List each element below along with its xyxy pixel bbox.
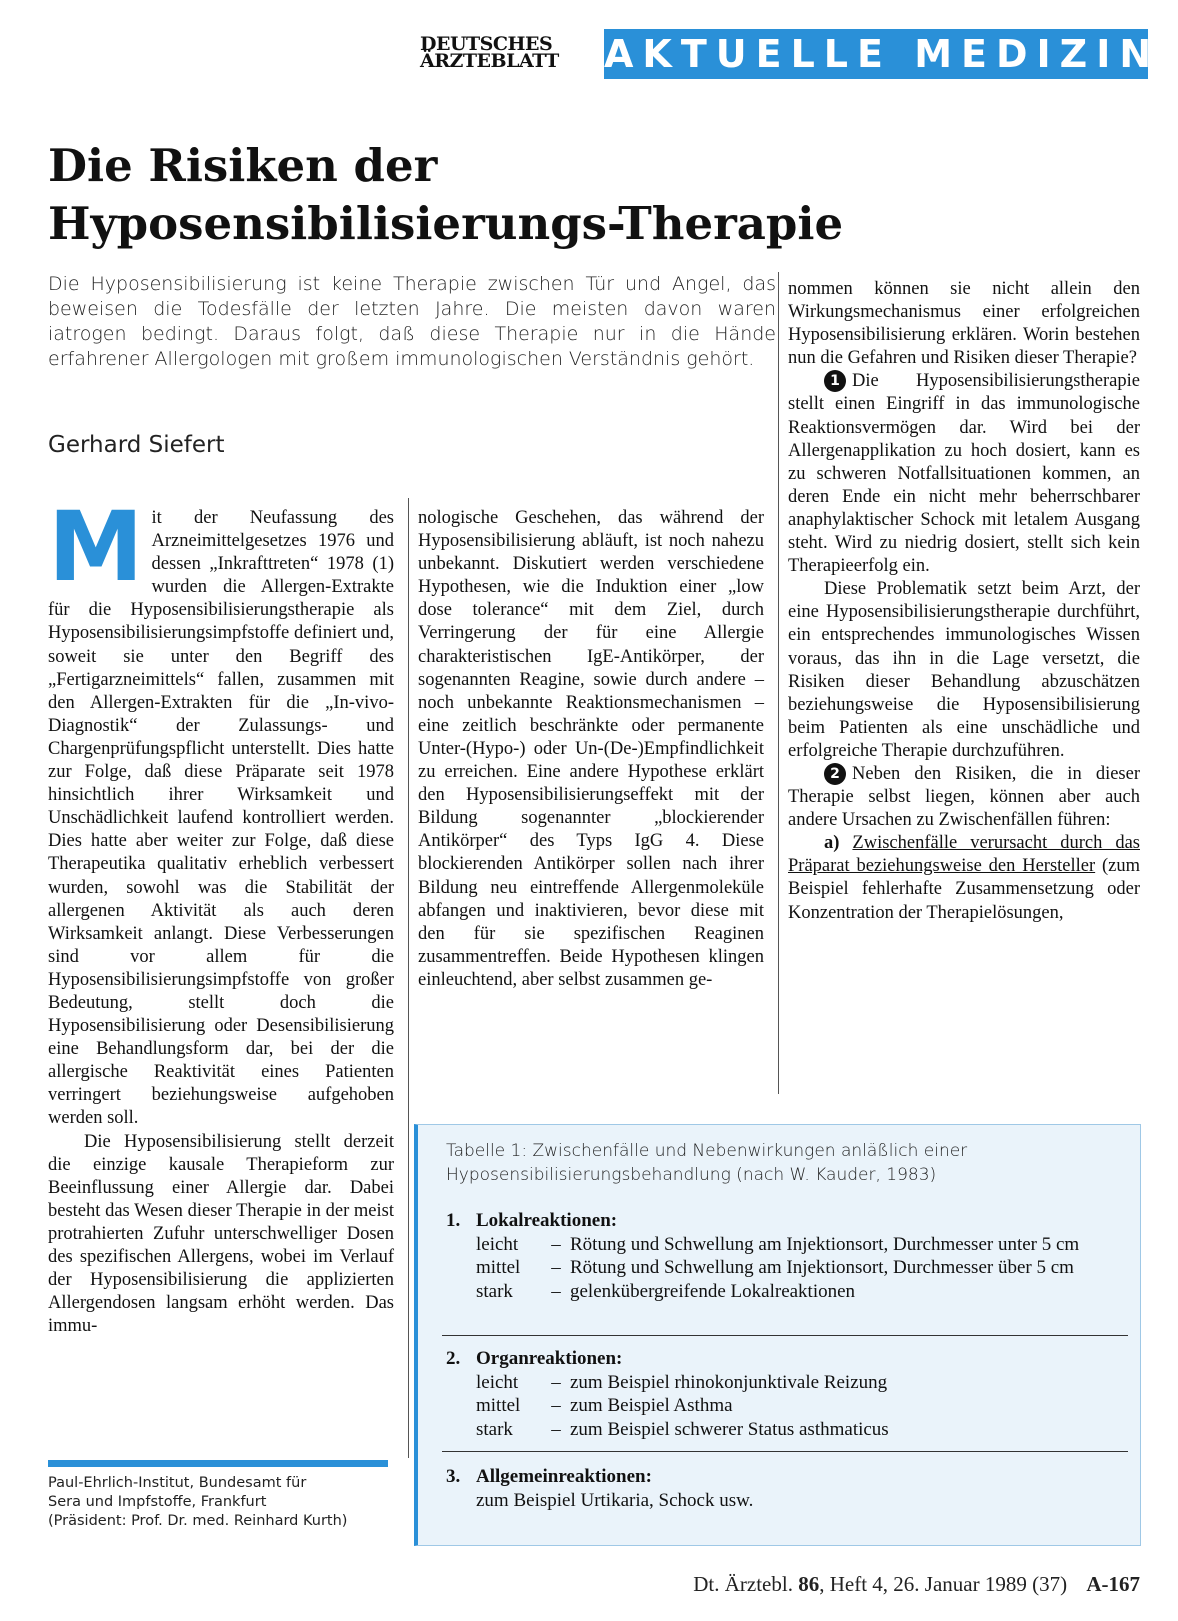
affiliation-line: Sera und Impfstoffe, Frankfurt (48, 1494, 267, 1510)
section-banner: AKTUELLE MEDIZIN (604, 29, 1148, 79)
table-section-general (446, 1465, 1126, 1512)
article-title (48, 137, 1138, 253)
issue-date: , Heft 4, 26. Januar 1989 (37) (819, 1572, 1068, 1596)
table-section-organ (446, 1347, 1126, 1441)
page-footer (440, 1572, 1140, 1597)
table-row: mittel – zum Beispiel Asthma (476, 1395, 733, 1416)
table-1 (414, 1124, 1141, 1546)
section-heading: 2. Organreaktionen: (446, 1348, 623, 1369)
paragraph (48, 491, 394, 1131)
column-divider (408, 498, 409, 1458)
number-badge-icon: 2 (824, 763, 846, 785)
section-heading: 3. Allgemeinreaktionen: (446, 1466, 652, 1487)
title-line-2: Hyposensibilisierungs-Therapie (48, 197, 844, 250)
table-row: mittel – Rötung und Schwellung am Injektionsort, Durchmesser über 5 cm (476, 1257, 1074, 1278)
affiliation-rule (48, 1460, 388, 1467)
paragraph (788, 763, 1140, 832)
affiliation-line: Paul-Ehrlich-Institut, Bundesamt für (48, 1475, 307, 1491)
author-affiliation (48, 1474, 408, 1531)
table-row: zum Beispiel Urtikaria, Schock usw. (476, 1489, 754, 1511)
volume-number: 86 (798, 1572, 820, 1596)
affiliation-line: (Präsident: Prof. Dr. med. Reinhard Kurth) (48, 1513, 348, 1529)
brand-line-2: ÄRZTEBLATT (420, 50, 559, 72)
article-lead: Die Hyposensibilisierung ist keine Therapie zwischen Tür und Angel, das beweisen die Todesfälle der letzten Jahre. Die meisten davon waren iatrogen bedingt. Daraus folgt, daß diese Therapie nur in die Hände erfahrener Allergologen mit großem immunologischen Verständnis gehört. (48, 273, 776, 370)
body-column-2 (418, 507, 764, 992)
table-caption: Tabelle 1: Zwischenfälle und Nebenwirkungen anläßlich einer Hyposensibilisierungsbehandlung (nach W. Kauder, 1983) (446, 1141, 968, 1185)
table-row: leicht – zum Beispiel rhinokonjunktivale Reizung (476, 1371, 888, 1393)
column-divider (778, 272, 779, 1094)
table-row: leicht – Rötung und Schwellung am Injektionsort, Durchmesser unter 5 cm (476, 1233, 1080, 1255)
paragraph-text: Die Hyposensibilisierungstherapie stellt einen Eingriff in das immunologische Reaktionsvermögen dar. Wird bei der Allergenapplikation zu hoch dosiert, kann es zu schweren Notfallsituationen kommen, an deren Ende ein nicht mehr beherrschbarer anaphylaktischer Schock mit letalem Ausgang steht. Wird zu niedrig dosiert, stellt sich kein Therapieerfolg ein. (788, 371, 1140, 577)
paragraph-text: (zum Beispiel fehlerhafte Zusammensetzung oder Konzentration der Therapielösungen, (788, 856, 1141, 923)
paragraph (788, 832, 1140, 924)
number-badge-icon: 1 (824, 370, 846, 392)
table-separator (442, 1451, 1128, 1452)
table-separator (442, 1335, 1128, 1336)
body-column-1 (48, 491, 394, 1338)
author-name: Gerhard Siefert (48, 432, 225, 458)
drop-cap: M (48, 491, 142, 603)
journal-brand (420, 33, 590, 72)
paragraph: nologische Geschehen, das während der Hyposensibilisierung abläuft, ist noch nahezu unbekannt. Diskutiert werden verschiedene Hypothesen, wie die Induktion einer „low dose tolerance“ mit dem Ziel, durch Verringerung der für eine Allergie charakteristischen IgE-Antikörper, der sogenannten Reagine, sowie durch andere – noch unbekannte Reaktionsmechanismen – eine zeitlich beschränkte oder permanente Unter-(Hypo-) oder Un-(De-)Empfindlichkeit zu erreichen. Eine andere Hypothese erklärt den Hyposensibilisierungseffekt mit der Bildung sogenannter „blockierender Antikörper“ des Typs IgG 4. Diese blockierenden Antikörper sollen nach ihrer Bildung neu eintreffende Allergenmoleküle abfangen und inaktivieren, bevor diese mit den für sie spezifischen Reaginen zusammentreffen. Beide Hypothesen klingen einleuchtend, aber selbst zusammen ge- (418, 508, 764, 990)
paragraph: nommen können sie nicht allein den Wirkungsmechanismus einer erfolgreichen Hyposensibilisierung erklären. Worin bestehen nun die Gefahren und Risiken dieser Therapie? (788, 279, 1140, 369)
list-label: a) (824, 833, 840, 854)
table-row: stark – zum Beispiel schwerer Status asthmaticus (476, 1418, 889, 1440)
title-line-1: Die Risiken der (48, 139, 438, 192)
paragraph: Die Hyposensibilisierung stellt derzeit die einzige kausale Therapieform zur Beeinflussung einer Allergie dar. Dabei besteht das Wesen dieser Therapie in der meist protrahierten Zufuhr unterschwelliger Dosen des spezifischen Allergens, wobei im Verlauf der Hyposensibilisierung die applizierten Allergendosen langsam erhöht werden. Das immu- (48, 1131, 394, 1337)
paragraph-text: Neben den Risiken, die in dieser Therapie selbst liegen, können aber auch andere Ursachen zu Zwischenfällen führen: (788, 763, 1140, 831)
brand-line-1: DEUTSCHES (420, 33, 553, 55)
page-number: A-167 (1086, 1572, 1140, 1596)
section-heading: 1. Lokalreaktionen: (446, 1210, 618, 1231)
paragraph-text: it der Neufassung des Arzneimittelgesetzes 1976 und dessen „Inkrafttreten“ 1978 (1) wurden die Allergen-Extrakte für die Hyposensibilisierungstherapie als Hyposensibilisierungsimpfstoffe definiert und, soweit sie unter den Begriff des „Fertigarzneimittels“ fallen, zusammen mit den Allergen-Extrakten für die „In-vivo-Diagnostik“ der Zulassungs- und Chargenprüfungspflicht unterstellt. Dies hatte zur Folge, daß diese Präparate seit 1978 hinsichtlich ihrer Wirksamkeit und Unschädlichkeit laufend kontrolliert werden. Dies hatte aber weiter zur Folge, daß diese Therapeutika qualitativ erheblich verbessert wurden, sowohl was die Stabilität der allergenen Aktivität als auch deren Wirksamkeit anlangt. Diese Verbesserungen sind vor allem für die Hyposensibilisierungsimpfstoffe von großer Bedeutung, stellt doch die Hyposensibilisierung oder Desensibilisierung eine Behandlungsform dar, bei der die allergische Reaktivität eines Patienten verringert beziehungsweise aufgehoben werden soll. (48, 508, 394, 1129)
table-row: stark – gelenkübergreifende Lokalreaktionen (476, 1280, 856, 1302)
body-column-3 (788, 278, 1140, 925)
paragraph (788, 370, 1140, 578)
journal-abbrev: Dt. Ärztebl. (693, 1572, 793, 1596)
table-section-local (446, 1209, 1126, 1303)
paragraph: Diese Problematik setzt beim Arzt, der eine Hyposensibilisierungstherapie durchführt, ein entsprechendes immunologisches Wissen voraus, das ihn in die Lage versetzt, die Risiken dieser Behandlung abzuschätzen beziehungsweise die Hyposensibilisierung beim Patienten als eine unschädliche und erfolgreiche Therapie durchzuführen. (788, 579, 1140, 761)
underlined-phrase: Zwischenfälle verursacht durch das Präparat beziehungsweise den Hersteller (788, 833, 1140, 877)
